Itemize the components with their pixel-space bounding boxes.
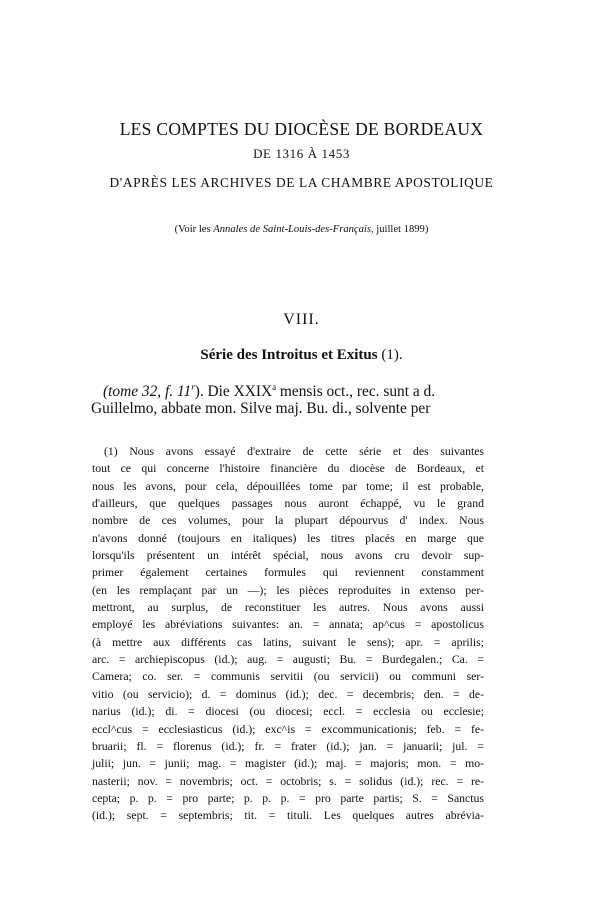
document-dates: DE 1316 À 1453: [253, 146, 350, 161]
footnote-line: (1) Nous avons essayé d'extraire de cette série et des suivantes: [104, 445, 484, 458]
footnote-line: cepta; p. p. = pro parte; p. p. p. = pro parte partis; S. = Sanctus: [92, 791, 484, 805]
footnote-line: bruarii; fl. = florenus (id.); fr. = frater (id.); jan. = januarii; jul. =: [92, 739, 484, 753]
document-subtitle: D'APRÈS LES ARCHIVES DE LA CHAMBRE APOSTOLIQUE: [109, 175, 494, 190]
body-text-a: ). Die XXIX: [194, 383, 273, 401]
footnote-line: mettront, au surplus, de reconstituer les autres. Nous avons aussi: [92, 601, 484, 615]
source-reference: [0, 223, 603, 237]
footnote-line: (en les remplaçant par un —); les pièces reproduites in extenso per-: [92, 583, 484, 597]
reference-prefix: (Voir les: [174, 224, 214, 235]
footnote-line: (à mettre aux différents cas latins, suivant le sens); apr. = aprilis;: [92, 635, 484, 649]
document-title: LES COMPTES DU DIOCÈSE DE BORDEAUX: [119, 119, 484, 139]
footnote-line: d'ailleurs, que quelques passages nous auront échappé, vu le grand: [92, 497, 484, 511]
footnote-line: n'avons donné (toujours en italiques) les titres placés en marge que: [92, 531, 484, 545]
reference-suffix: juillet 1899): [373, 224, 429, 235]
footnote-line: julii; jun. = junii; mag. = magister (id.); maj. = majoris; mon. = mo-: [92, 757, 484, 771]
footnote-marker: (1).: [377, 347, 403, 363]
footnote-line: nombre de ces volumes, pour la plupart dépourvus d' index. Nous: [92, 514, 484, 528]
section-title: [0, 345, 603, 365]
footnote: [92, 443, 484, 825]
section-title-text: Série des Introitus et Exitus: [200, 347, 378, 363]
body-sup-a: a: [272, 382, 277, 392]
footnote-line: nasterii; nov. = novembris; oct. = octobris; s. = solidus (id.); rec. = re-: [92, 774, 484, 788]
body-line-2: Guillelmo, abbate mon. Silve maj. Bu. di., solvente per: [91, 400, 431, 417]
footnote-line: eccl^cus = ecclesiasticus (id.); exc^is = excommunicationis; feb. = fe-: [92, 722, 484, 736]
footnote-line: nous les avons, pour cela, dépouillées tome par tome; il est probable,: [92, 479, 484, 493]
footnote-line: narius (id.); di. = diocesi (ou diocesi; eccl. = ecclesia ou ecclesie;: [92, 705, 484, 719]
footnote-line: (id.); sept. = septembris; tit. = tituli. Les quelques autres abrévia-: [92, 809, 484, 823]
section-number: VIII.: [283, 311, 320, 328]
body-text-b: mensis oct., rec. sunt a d.: [276, 383, 436, 401]
footnote-line: employé les abréviations suivantes: an. = annata; ap^cus = apostolicus: [92, 618, 484, 632]
footnote-line: tout ce qui concerne l'histoire financière du diocèse de Bordeaux, et: [92, 462, 484, 476]
footnote-line: lorsqu'ils présentent un intérêt spécial, nous avons cru devoir sup-: [92, 549, 484, 563]
reference-journal: Annales de Saint-Louis-des-Français,: [213, 224, 374, 235]
footnote-line: Camera; co. ser. = communis servitii (ou servicii) ou communi ser-: [92, 670, 484, 684]
body-sup-r: r: [191, 382, 195, 392]
footnote-line: vitio (ou servicio); d. = dominus (id.); dec. = decembris; den. = de-: [92, 687, 484, 701]
footnote-line: primer également certaines formules qui reviennent constamment: [92, 566, 484, 580]
body-tome-ref: (tome 32, f. 11: [103, 383, 192, 401]
footnote-line: arc. = archiepiscopus (id.); aug. = augusti; Bu. = Burdegalen.; Ca. =: [92, 653, 484, 667]
